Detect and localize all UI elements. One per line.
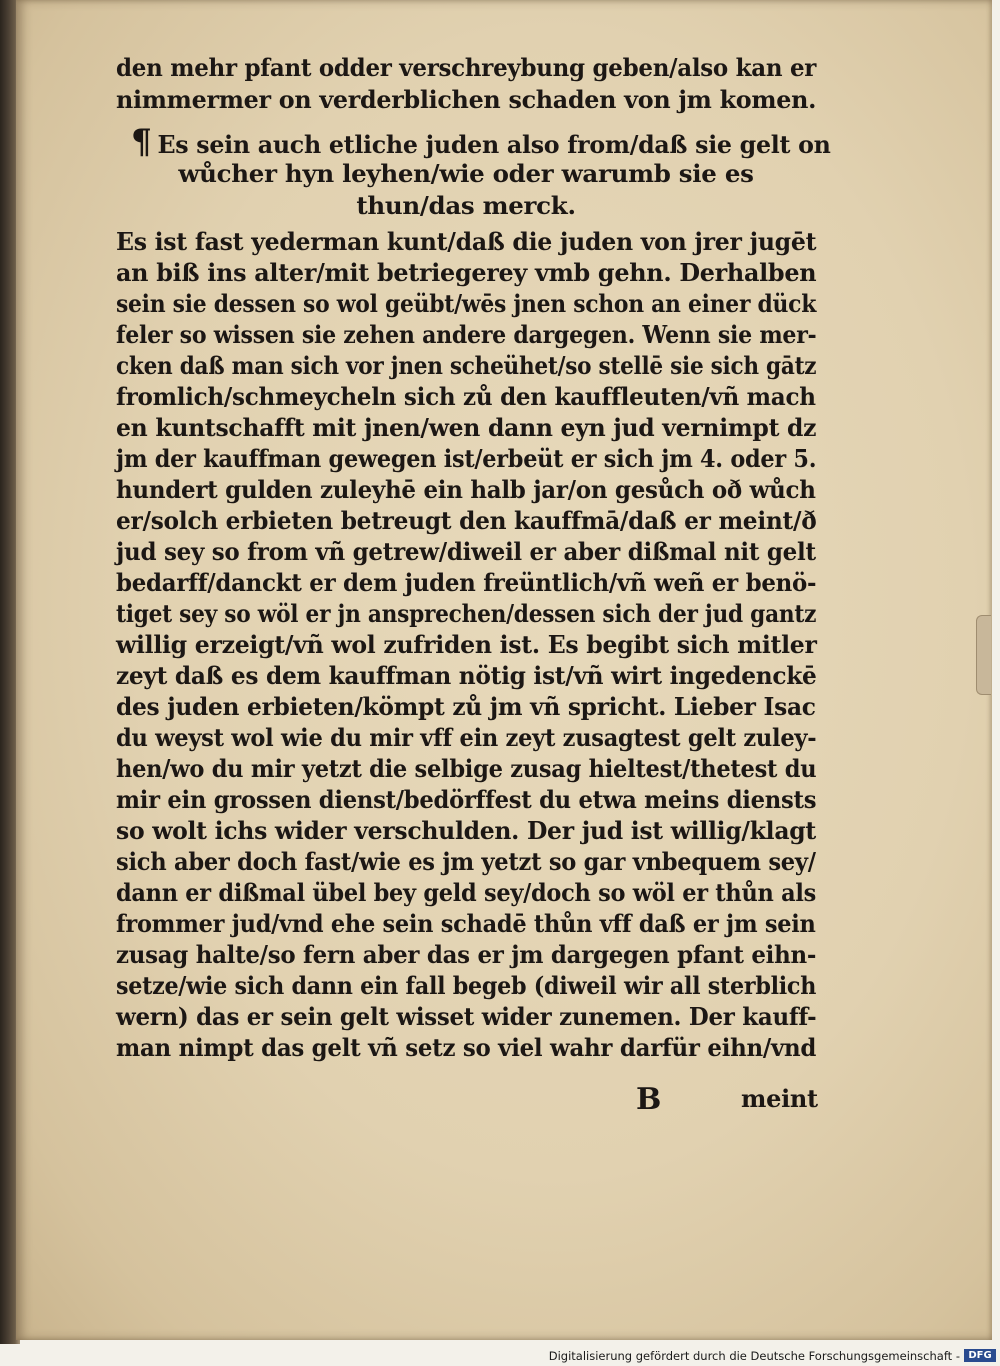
text-line: Es sein auch etliche juden also from/daß sie gelt on	[157, 130, 831, 159]
funding-credit: Digitalisierung gefördert durch die Deutsche Forschungsgemeinschaft -	[548, 1349, 960, 1363]
text-line: man nimpt das gelt vñ setz so viel wahr darfür eihn/vnd	[116, 1033, 817, 1062]
text-line: cken daß man sich vor jnen scheühet/so stellē sie sich gātz	[116, 351, 817, 380]
text-line: mir ein grossen dienst/bedörffest du etwa meins diensts	[116, 785, 817, 814]
text-line: feler so wissen sie zehen andere dargegen. Wenn sie mer-	[116, 320, 817, 349]
text-line: jm der kauffman gewegen ist/erbeüt er sich jm 4. oder 5.	[116, 444, 817, 473]
text-line: willig erzeigt/vñ wol zufriden ist. Es begibt sich mitler	[116, 630, 817, 659]
text-line: sein sie dessen so wol geübt/wēs jnen schon an einer dück	[116, 289, 817, 318]
text-line: wůcher hyn leyhen/wie oder warumb sie es	[178, 159, 754, 188]
text-line: en kuntschafft mit jnen/wen dann eyn jud vernimpt dz	[116, 413, 817, 442]
text-line: hen/wo du mir yetzt die selbige zusag hieltest/thetest du	[116, 754, 817, 783]
text-line: wern) das er sein gelt wisset wider zunemen. Der kauff-	[116, 1002, 817, 1031]
text-line: des juden erbieten/kömpt zů jm vñ spricht. Lieber Isac	[116, 692, 816, 721]
text-line: du weyst wol wie du mir vff ein zeyt zusagtest gelt zuley-	[116, 723, 817, 752]
text-line: zeyt daß es dem kauffman nötig ist/vñ wirt ingedenckē	[116, 661, 817, 690]
text-line: setze/wie sich dann ein fall begeb (diweil wir all sterblich	[116, 971, 817, 1000]
signature-mark: B	[636, 1082, 662, 1117]
text-line: hundert gulden zuleyhē ein halb jar/on gesůch oð wůch	[116, 475, 816, 504]
text-line: Es ist fast yederman kunt/daß die juden von jrer jugēt	[116, 227, 817, 256]
text-line: zusag halte/so fern aber das er jm dargegen pfant eihn-	[116, 940, 817, 969]
text-line: nimmermer on verderblichen schaden von jm komen.	[116, 85, 817, 114]
text-line: sich aber doch fast/wie es jm yetzt so gar vnbequem sey/	[116, 847, 816, 876]
text-line: so wolt ichs wider verschulden. Der jud ist willig/klagt	[116, 816, 816, 845]
text-line: den mehr pfant odder verschreybung geben/also kan er	[116, 53, 817, 82]
text-line: tiget sey so wöl er jn ansprechen/dessen sich der jud gantz	[116, 599, 817, 628]
text-line: frommer jud/vnd ehe sein schadē thůn vff daß er jm sein	[116, 909, 816, 938]
dfg-logo: DFG	[964, 1349, 996, 1362]
text-line: an biß ins alter/mit betriegerey vmb gehn. Derhalben	[116, 258, 817, 287]
text-line: dann er dißmal übel bey geld sey/doch so wöl er thůn als	[116, 878, 816, 907]
page-footer-marks	[116, 1082, 816, 1122]
text-line: bedarff/danckt er dem juden freüntlich/vñ weñ er benö-	[116, 568, 817, 597]
text-line: thun/das merck.	[356, 191, 576, 220]
text-line: jud sey so from vñ getrew/diweil er aber dißmal nit gelt	[116, 537, 816, 566]
text-line: er/solch erbieten betreugt den kauffmā/daß er meint/ð	[116, 506, 817, 535]
text-line: fromlich/schmeycheln sich zů den kauffleuten/vñ mach	[116, 382, 816, 411]
footer-bar	[0, 1346, 1000, 1366]
catchword: meint	[741, 1084, 818, 1113]
book-page	[16, 0, 992, 1340]
page-edge-tab	[976, 615, 991, 695]
paragraph-heading-line	[131, 122, 831, 162]
pilcrow-mark: ¶	[131, 122, 152, 162]
